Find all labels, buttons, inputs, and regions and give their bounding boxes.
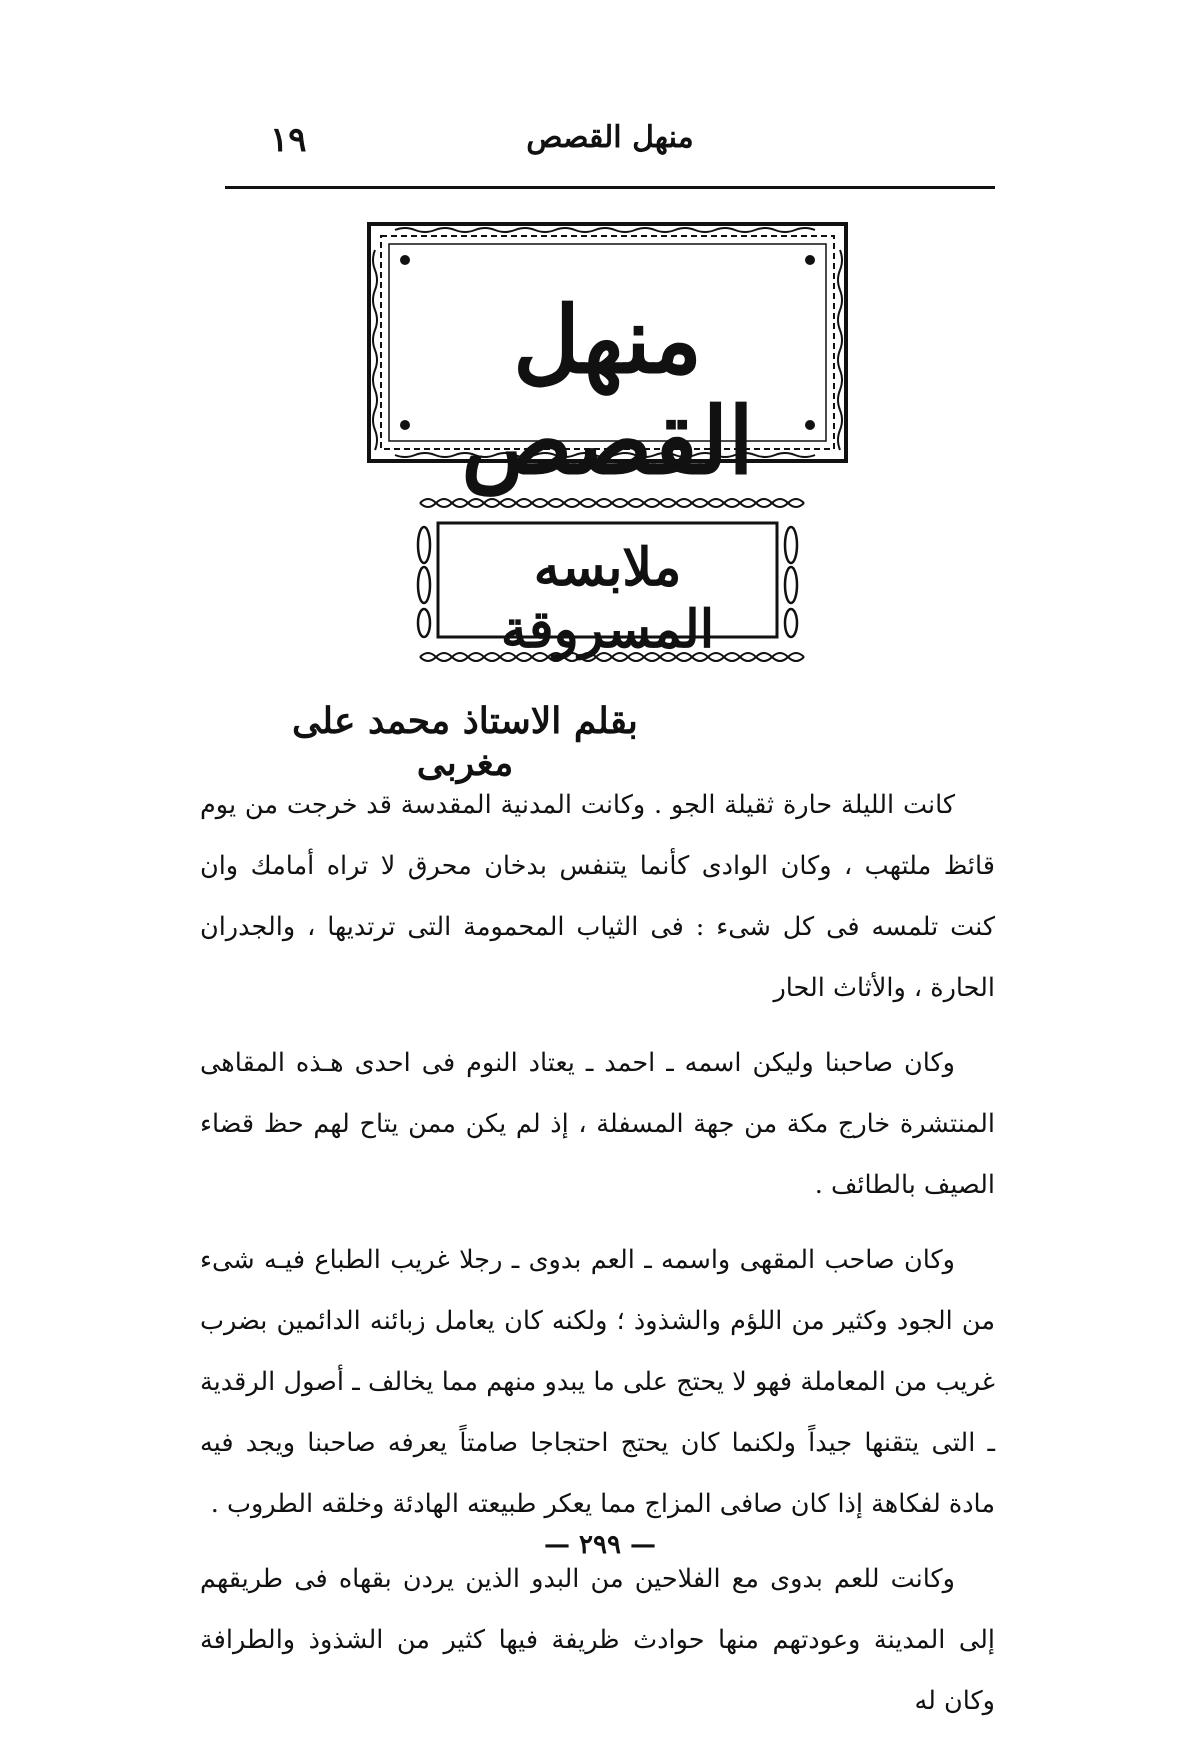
- article-byline: بقلم الاستاذ محمد على مغربى: [292, 700, 638, 784]
- section-banner: [365, 220, 850, 496]
- running-header: [225, 120, 995, 180]
- running-title: منهل القصص: [526, 120, 694, 155]
- article-title: ملابسه المسروقة: [500, 537, 715, 661]
- section-banner-title: منهل القصص: [461, 286, 754, 496]
- paragraph: وكان صاحب المقهى واسمه ـ العم بدوى ـ رجلا غريب الطباع فيـه شىء من الجود وكثير من اللؤم والشذوذ ؛ ولكنه كان يعامل زبائنه الدائمين بضرب غريب من المعاملة فهو لا يحتج على ما يبدو منهم مما يخالف ـ أصول الرقدية ـ التى يتقنها جيداً ولكنما كان يحتج احتجاجا صامتاً يعرفه صاحبنا ويجد فيه مادة لفكاهة إذا كان صافى المزاج مما يعكر طبيعته الهادئة وخلقه الطروب .: [200, 1245, 995, 1519]
- article-body: [200, 775, 995, 1738]
- footer-page-number: — ٢٩٩ —: [543, 1530, 657, 1560]
- paragraph: وكانت للعم بدوى مع الفلاحين من البدو الذين يردن بقهاه فى طريقهم إلى المدينة وعودتهم منها حوادث ظريفة فيها كثير من الشذوذ والطرافة وكان له: [200, 1564, 995, 1716]
- header-page-number: ١٩: [270, 120, 307, 160]
- article-title-frame: [410, 495, 805, 665]
- header-rule: [225, 186, 995, 189]
- paragraph: كانت الليلة حارة ثقيلة الجو . وكانت المدنية المقدسة قد خرجت من يوم قائظ ملتهب ، وكان الوادى كأنما يتنفس بدخان محرق لا تراه أمامك وان كنت تلمسه فى كل شىء : فى الثياب المحمومة التى ترتديها ، والجدران الحارة ، والأثاث الحار: [200, 790, 995, 1003]
- paragraph: وكان صاحبنا وليكن اسمه ـ احمد ـ يعتاد النوم فى احدى هـذه المقاهى المنتشرة خارج مكة من جهة المسفلة ، إذ لم يكن ممن يتاح لهم حظ قضاء الصيف بالطائف .: [200, 1048, 995, 1200]
